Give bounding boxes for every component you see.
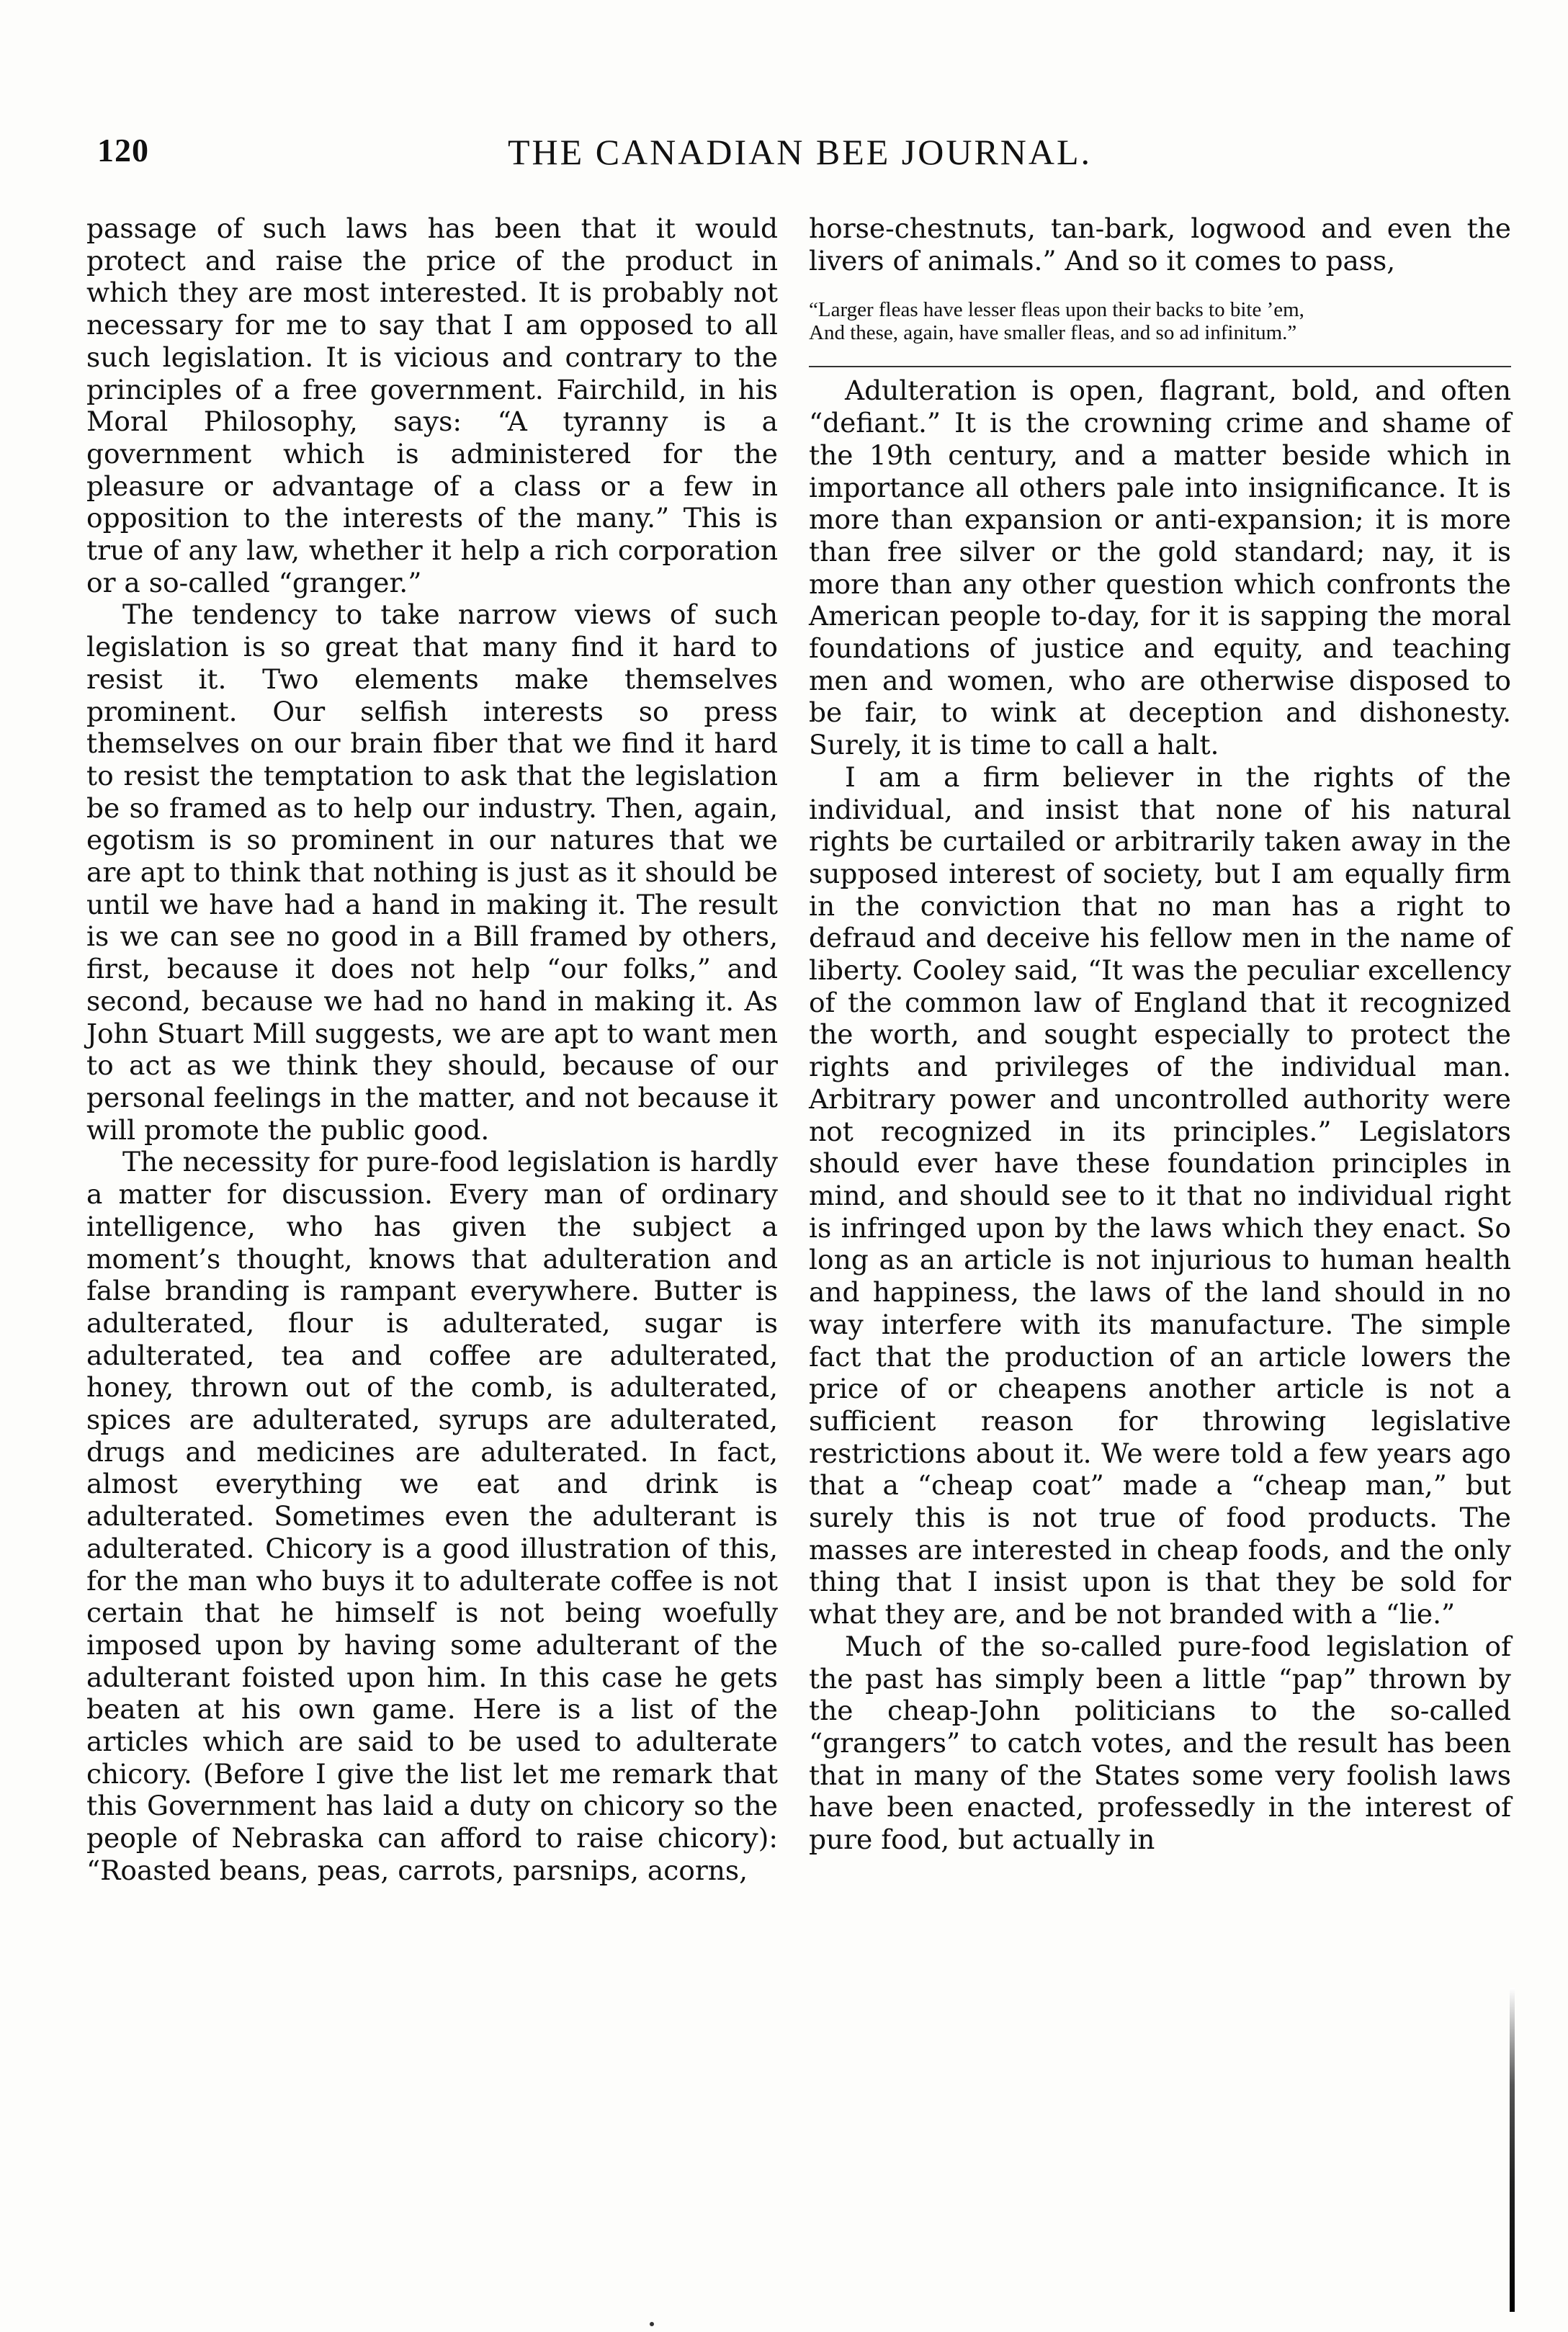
paragraph: I am a firm believer in the rights of the individual, and insist that none of his natural rights be curtailed or arbitrarily taken away in the supposed interest of society, but I am equally firm in the conviction that no man has a right to defraud and deceive his fellow men in the name of liberty. Cooley said, “It was the peculiar excellency of the common law of England that it recognized the worth, and sought especially to protect the rights and privileges of the individual man. Arbitrary power and uncontrolled authority were not recognized in its principles.” Legislators should ever have these foundation principles in mind, and should see to it that no individual right is infringed upon by the laws which they enact. So long as an article is not injurious to human health and happiness, the laws of the land should in no way interfere with its manufacture. The simple fact that the production of an article lowers the price of or cheapens another article is not a sufficient reason for throwing legislative restrictions about it. We were told a few years ago that a “cheap coat” made a “cheap man,” but surely this is not true of food products. The masses are interested in cheap foods, and the only thing that I insist upon is that they be sold for what they are, and be not branded with a “lie.” [809,761,1511,1631]
left-column [86,212,778,1887]
paragraph: Adulteration is open, flagrant, bold, and often “defiant.” It is the crowning crime and shame of the 19th century, and a matter beside which in importance all others pale into insignificance. It is more than expansion or anti-expansion; it is more than free silver or the gold standard; nay, it is more than any other question which confronts the American people to-day, for it is sapping the moral foundations of justice and equity, and teaching men and women, who are otherwise disposed to be fair, to wink at deception and dishonesty. Surely, it is time to call a halt. [809,375,1511,761]
print-speck [650,2322,654,2326]
paragraph: The tendency to take narrow views of such legislation is so great that many find it hard to resist it. Two elements make themselves prominent. Our selfish interests so press themselves on our brain fiber that we find it hard to resist the temptation to ask that the legislation be so framed as to help our industry. Then, again, egotism is so prominent in our natures that we are apt to think that nothing is just as it should be until we have had a hand in making it. The result is we can see no good in a Bill framed by others, first, because it does not help “our folks,” and second, because we had no hand in making it. As John Stuart Mill suggests, we are apt to want men to act as we think they should, because of our personal feelings in the matter, and not because it will promote the public good. [86,598,778,1146]
paragraph: passage of such laws has been that it would protect and raise the price of the product in which they are most interested. It is probably not necessary for me to say that I am opposed to all such legislation. It is vicious and contrary to the principles of a free government. Fairchild, in his Moral Philosophy, says: “A tyranny is a government which is administered for the pleasure or advantage of a class or a few in opposition to the interests of the many.” This is true of any law, whether it help a rich corporation or a so-called “granger.” [86,212,778,598]
journal-title: THE CANADIAN BEE JOURNAL. [508,132,1093,172]
scan-edge-mark [1510,1988,1515,2312]
verse-line: And these, again, have smaller fleas, and so ad infinitum.” [809,321,1297,345]
verse-line: “Larger fleas have lesser fleas upon their backs to bite ’em, [809,298,1304,322]
paragraph: Much of the so-called pure-food legislation of the past has simply been a little “pap” thrown by the cheap-John politicians to the so-called “grangers” to catch votes, and the result has been that in many of the States some very foolish laws have been enacted, professedly in the interest of pure food, but actually in [809,1630,1511,1856]
paragraph: horse-chestnuts, tan-bark, logwood and even the livers of animals.” And so it comes to pass, [809,212,1511,277]
verse-quotation [809,298,1511,344]
paragraph: The necessity for pure-food legislation is hardly a matter for discussion. Every man of ordinary intelligence, who has given the subject a moment’s thought, knows that adulteration and false branding is rampant everywhere. Butter is adulterated, flour is adulterated, sugar is adulterated, tea and coffee are adulterated, honey, thrown out of the comb, is adulterated, spices are adulterated, syrups are adulterated, drugs and medicines are adulterated. In fact, almost everything we eat and drink is adulterated. Sometimes even the adulterant is adulterated. Chicory is a good illustration of this, for the man who buys it to adulterate coffee is not certain that he himself is not being woefully imposed upon by having some adulterant of the adulterant foisted upon him. In this case he gets beaten at his own game. Here is a list of the articles which are said to be used to adulterate chicory. (Before I give the list let me remark that this Government has laid a duty on chicory so the people of Nebraska can afford to raise chicory): “Roasted beans, peas, carrots, parsnips, acorns, [86,1146,778,1886]
right-column [809,212,1511,1856]
divider-rule [809,366,1511,367]
page-number: 120 [97,132,149,169]
running-head [97,131,1480,181]
